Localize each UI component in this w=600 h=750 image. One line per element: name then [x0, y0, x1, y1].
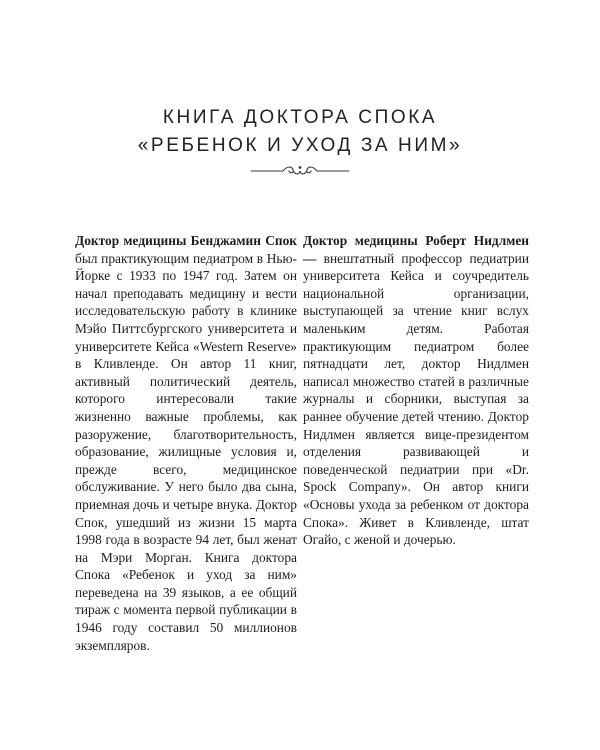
flourish-divider-icon — [249, 163, 351, 179]
title-line-1: КНИГА ДОКТОРА СПОКА — [162, 107, 438, 128]
page-title — [0, 104, 600, 160]
author-name-needlman: Доктор медицины Роберт Нидлмен — — [303, 233, 529, 266]
author-bio-text-spock: был практикующим педиатром в Нью-Йорке с 1933 по 1947 год. Затем он начал преподавать медицину и вести исследовательскую работу в клинике Мэйо Питтсбургского университета и университете Кейса «Western Reserve» в Кливленде. Он автор 11 книг, активный политический деятель, которого интересовали такие жизненно важные проблемы, как разоружение, благотворительность, образование, жилищные условия и, прежде всего, медицинское обслуживание. У него было два сына, приемная дочь и четыре внука. Доктор Спок, ушедший из жизни 15 марта 1998 года в возрасте 94 лет, был женат на Мэри Морган. Книга доктора Спока «Ребенок и уход за ним» переведена на 39 языков, а ее общий тираж с момента первой публикации в 1946 году составил 50 миллионов экземпляров. — [75, 250, 297, 653]
author-name-spock: Доктор медицины Бенджамин Спок — [75, 233, 297, 248]
author-bio-needlman — [303, 232, 529, 549]
author-bio-text-needlman: внештатный профессор педиатрии университета Кейса и соучредитель национальной организации, выступающей за чтение книг вслух маленьким детям. Работая практикующим педиатром более пятнадцати лет, доктор Нидлмен написал множество статей в различные журналы и сборники, выступая за раннее обучение детей чтению. Доктор Нидлмен является вице-президентом отделения развивающей и поведенческой педиатрии при «Dr. Spock Company». Он автор книги «Основы ухода за ребенком от доктора Спока». Живет в Кливленде, штат Огайо, с женой и дочерью. — [303, 250, 529, 548]
title-line-2: «РЕБЕНОК И УХОД ЗА НИМ» — [137, 135, 463, 156]
author-bio-spock — [75, 232, 297, 654]
